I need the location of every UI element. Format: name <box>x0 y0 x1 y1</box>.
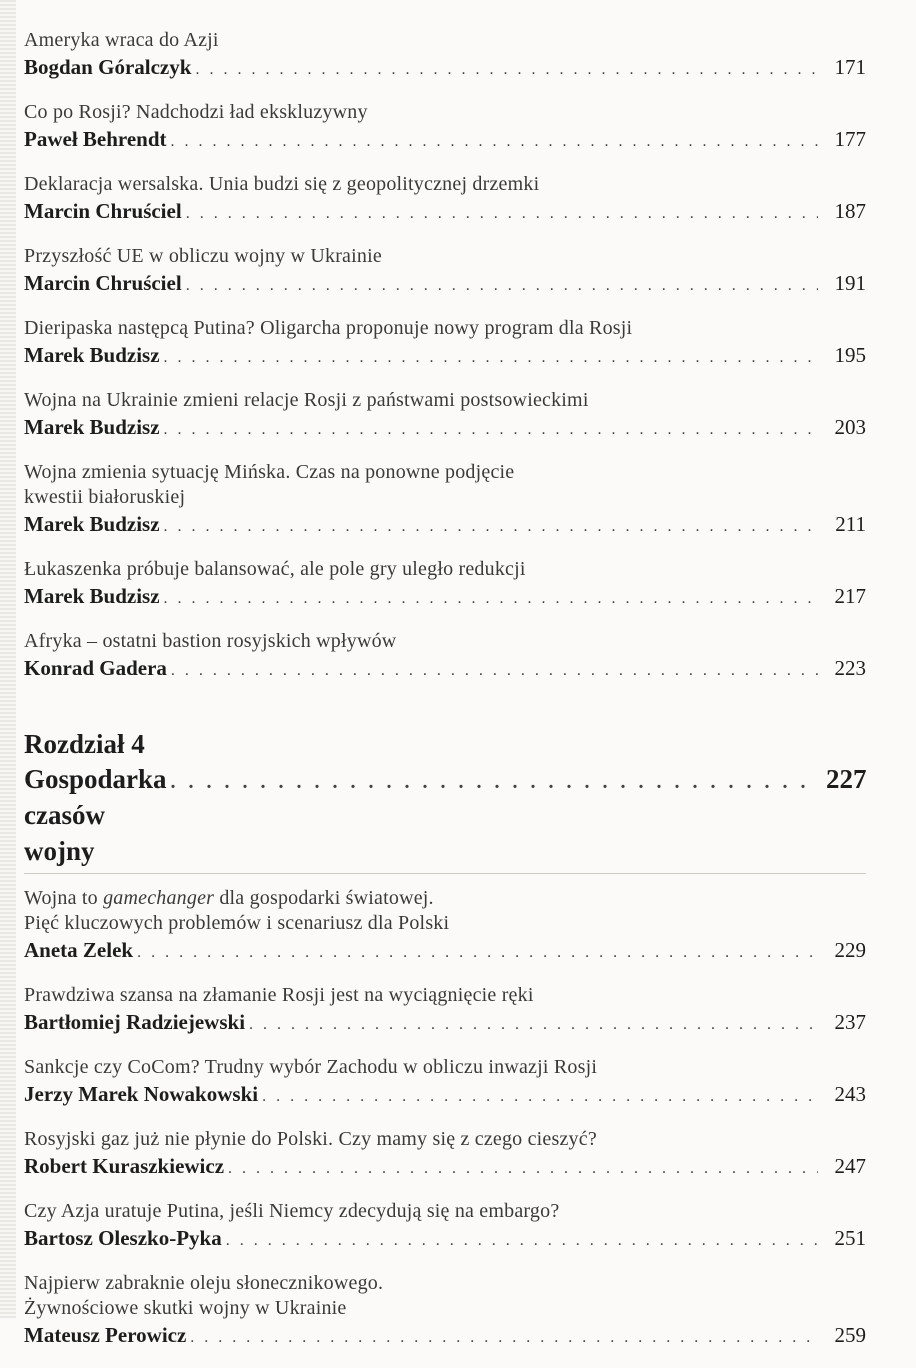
toc-entry[interactable] <box>24 557 866 613</box>
entry-title: Żywnościowe skutki wojny w Ukrainie <box>24 1297 347 1319</box>
entry-title-italic: gamechanger <box>103 887 215 909</box>
entry-title: Co po Rosji? Nadchodzi ład ekskluzywny <box>24 101 368 123</box>
entry-page-number: 229 <box>834 938 866 962</box>
toc-entry[interactable] <box>24 244 866 300</box>
entry-author: Konrad Gadera <box>24 656 167 680</box>
chapter-title: Gospodarka czasów wojny <box>24 764 167 866</box>
toc-entry[interactable] <box>24 1055 866 1111</box>
entry-author-row <box>24 1008 866 1039</box>
entry-author: Bogdan Góralczyk <box>24 55 192 79</box>
entry-author-row <box>24 341 866 372</box>
chapter-page-number: 227 <box>826 764 867 794</box>
entry-author: Marcin Chruściel <box>24 199 182 223</box>
entry-author: Aneta Zelek <box>24 938 134 962</box>
dot-leader <box>190 1324 818 1352</box>
entry-title: Sankcje czy CoCom? Trudny wybór Zachodu w obliczu inwazji Rosji <box>24 1056 598 1078</box>
toc-entry[interactable] <box>24 388 866 444</box>
entry-title: Wojna zmienia sytuację Mińska. Czas na ponowne podjęcie <box>24 461 515 483</box>
entry-title: kwestii białoruskiej <box>24 486 186 508</box>
entry-title: Ameryka wraca do Azji <box>24 29 219 51</box>
entry-title: Przyszłość UE w obliczu wojny w Ukrainie <box>24 245 382 267</box>
toc-entry[interactable] <box>24 28 866 84</box>
dot-leader <box>164 513 818 541</box>
dot-leader <box>186 200 818 228</box>
dot-leader <box>164 585 818 613</box>
entry-author-row <box>24 1321 866 1352</box>
toc-entry[interactable] <box>24 316 866 372</box>
entry-title: Afryka – ostatni bastion rosyjskich wpływów <box>24 630 397 652</box>
entry-title: Łukaszenka próbuje balansować, ale pole gry uległo redukcji <box>24 558 526 580</box>
dot-leader <box>249 1011 818 1039</box>
dot-leader <box>228 1155 818 1183</box>
toc-list-top <box>24 28 866 685</box>
entry-page-number: 251 <box>834 1226 866 1250</box>
entry-page-number: 177 <box>834 127 866 151</box>
entry-title: Wojna na Ukrainie zmieni relacje Rosji z państwami postsowieckimi <box>24 389 589 411</box>
entry-author: Marek Budzisz <box>24 512 160 536</box>
entry-title: Prawdziwa szansa na złamanie Rosji jest na wyciągnięcie ręki <box>24 984 534 1006</box>
entry-author-row <box>24 1080 866 1111</box>
entry-title-text: dla gospodarki światowej. <box>214 887 434 909</box>
toc-entry[interactable] <box>24 100 866 156</box>
entry-page-number: 191 <box>834 271 866 295</box>
dot-leader <box>195 56 818 84</box>
entry-author-row <box>24 654 866 685</box>
entry-title <box>24 886 866 911</box>
entry-author-row <box>24 1152 866 1183</box>
entry-author-row <box>24 510 866 541</box>
entry-author-row <box>24 269 866 300</box>
entry-title: Rosyjski gaz już nie płynie do Polski. Czy mamy się z czego cieszyć? <box>24 1128 597 1150</box>
entry-author-row <box>24 936 866 967</box>
toc-entry[interactable] <box>24 983 866 1039</box>
entry-author: Marek Budzisz <box>24 343 160 367</box>
toc-entry[interactable] <box>24 1199 866 1255</box>
entry-author-row <box>24 1224 866 1255</box>
entry-author-row <box>24 53 866 84</box>
chapter-title-row[interactable] <box>24 761 866 874</box>
table-of-contents <box>24 28 866 1368</box>
entry-author-row <box>24 197 866 228</box>
entry-author-row <box>24 125 866 156</box>
entry-page-number: 187 <box>834 199 866 223</box>
toc-entry[interactable] <box>24 629 866 685</box>
entry-title: Pięć kluczowych problemów i scenariusz dla Polski <box>24 912 450 934</box>
entry-title: Dieripaska następcą Putina? Oligarcha proponuje nowy program dla Rosji <box>24 317 633 339</box>
toc-entry[interactable] <box>24 460 866 541</box>
dot-leader <box>226 1227 818 1255</box>
entry-page-number: 243 <box>834 1082 866 1106</box>
entry-author: Mateusz Perowicz <box>24 1323 187 1347</box>
entry-title: Najpierw zabraknie oleju słonecznikowego. <box>24 1272 384 1294</box>
entry-author: Paweł Behrendt <box>24 127 167 151</box>
entry-page-number: 247 <box>834 1154 866 1178</box>
toc-entry[interactable] <box>24 1271 866 1352</box>
toc-entry[interactable] <box>24 1127 866 1183</box>
entry-author: Marek Budzisz <box>24 415 160 439</box>
entry-page-number: 217 <box>834 584 866 608</box>
dot-leader <box>137 939 818 967</box>
dot-leader <box>164 416 818 444</box>
dot-leader <box>262 1083 818 1111</box>
entry-author: Bartłomiej Radziejewski <box>24 1010 246 1034</box>
entry-page-number: 223 <box>834 656 866 680</box>
entry-author: Marcin Chruściel <box>24 271 182 295</box>
dot-leader <box>186 272 818 300</box>
entry-author: Marek Budzisz <box>24 584 160 608</box>
entry-page-number: 237 <box>834 1010 866 1034</box>
toc-entry[interactable] <box>24 886 866 967</box>
entry-page-number: 259 <box>834 1323 866 1347</box>
chapter-label: Rozdział 4 <box>24 729 145 759</box>
entry-page-number: 195 <box>834 343 866 367</box>
dot-leader <box>164 344 818 372</box>
dot-leader <box>171 657 818 685</box>
entry-author-row <box>24 413 866 444</box>
dot-leader <box>171 128 818 156</box>
toc-entry[interactable] <box>24 172 866 228</box>
chapter-heading <box>24 727 866 874</box>
entry-title-text: Wojna to <box>24 887 104 909</box>
toc-list-bottom <box>24 983 866 1352</box>
entry-title: Czy Azja uratuje Putina, jeśli Niemcy zdecydują się na embargo? <box>24 1200 560 1222</box>
entry-title: Deklaracja wersalska. Unia budzi się z geopolitycznej drzemki <box>24 173 540 195</box>
entry-author-row <box>24 582 866 613</box>
entry-author: Bartosz Oleszko-Pyka <box>24 1226 222 1250</box>
entry-page-number: 171 <box>834 55 866 79</box>
entry-author: Robert Kuraszkiewicz <box>24 1154 225 1178</box>
entry-author: Jerzy Marek Nowakowski <box>24 1082 259 1106</box>
page-edge <box>0 0 16 1318</box>
dot-leader <box>171 764 818 800</box>
entry-page-number: 203 <box>834 415 866 439</box>
entry-page-number: 211 <box>835 512 866 536</box>
